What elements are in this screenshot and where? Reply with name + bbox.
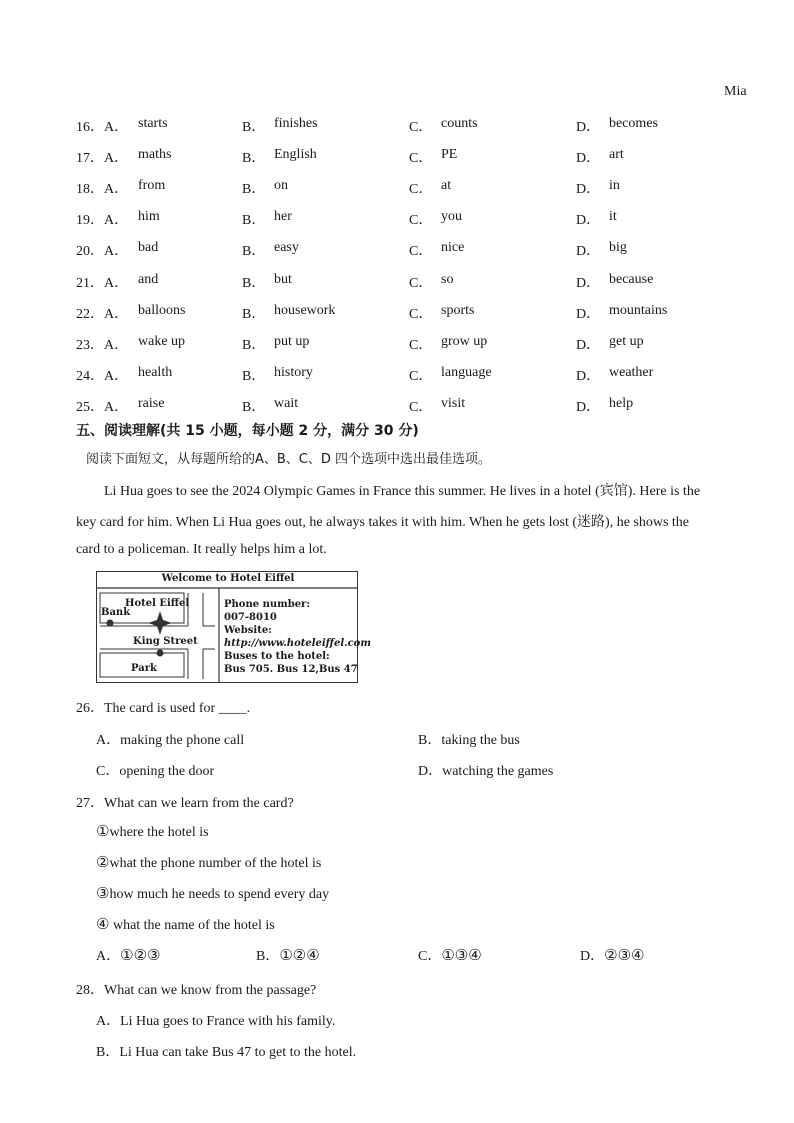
q27-option-b	[256, 945, 320, 965]
question-number: 20．A．	[76, 244, 129, 259]
option-d: big	[609, 240, 627, 255]
option-a: health	[138, 365, 173, 380]
option-b-label: B．	[242, 151, 266, 166]
card-website-label: Website:	[224, 625, 272, 636]
option-b-label: B．	[242, 338, 266, 353]
question-row-16	[76, 116, 756, 138]
option-a: bad	[138, 240, 159, 255]
option-b: housework	[274, 303, 336, 318]
hotel-key-card	[96, 571, 371, 683]
option-c: counts	[441, 116, 478, 131]
option-c-label: C．	[409, 276, 433, 291]
card-phone-label: Phone number:	[224, 599, 311, 610]
option-a: balloons	[138, 303, 186, 318]
question-row-21	[76, 272, 756, 294]
option-d-label: D．	[576, 276, 601, 291]
question-row-18	[76, 178, 756, 200]
option-d-label: D．	[576, 307, 601, 322]
option-d: get up	[609, 334, 644, 349]
option-b: easy	[274, 240, 299, 255]
header-name: Mia	[724, 84, 747, 99]
q28-option-a: A．Li Hua goes to France with his family.	[96, 1014, 336, 1029]
option-d: it	[609, 209, 617, 224]
q26-option-c: C．opening the door	[96, 764, 215, 779]
option-d-label: D．	[576, 213, 601, 228]
option-d-label: D．	[576, 338, 601, 353]
option-d: art	[609, 147, 624, 162]
q27-item-text: how much he needs to spend every day	[109, 887, 330, 902]
option-d-label: D．	[576, 244, 601, 259]
option-d: becomes	[609, 116, 658, 131]
card-street-label: King Street	[133, 636, 198, 647]
option-c: visit	[441, 396, 466, 411]
passage-line-2: key card for him. When Li Hua goes out, he always takes it with him. When he gets lost (迷路), he shows the	[76, 515, 690, 530]
option-c-label: C．	[409, 213, 433, 228]
q27-item-2	[96, 853, 321, 872]
option-c: language	[441, 365, 492, 380]
question-row-23	[76, 334, 756, 356]
option-a: from	[138, 178, 166, 193]
question-number: 25．A．	[76, 400, 129, 415]
option-b: history	[274, 365, 313, 380]
option-d: because	[609, 272, 654, 287]
option-b-label: B．	[242, 400, 266, 415]
option-d-label: D．	[576, 400, 601, 415]
option-b-label: B．	[242, 307, 266, 322]
option-value: ①②③	[120, 946, 161, 964]
option-c-label: C．	[409, 120, 433, 135]
card-bank-label: Bank	[101, 607, 131, 618]
option-b: but	[274, 272, 292, 287]
option-d-label: D．	[576, 369, 601, 384]
option-c-label: C．	[409, 338, 433, 353]
option-d-label: D．	[576, 182, 601, 197]
question-number: 23．A．	[76, 338, 129, 353]
option-c-label: C．	[409, 244, 433, 259]
question-row-19	[76, 209, 756, 231]
card-buses: Bus 705. Bus 12,Bus 47	[224, 664, 358, 675]
option-b-label: B．	[242, 120, 266, 135]
circled-mark: ②	[96, 853, 110, 871]
q27-option-d	[580, 945, 644, 965]
passage-line-3: card to a policeman. It really helps him a lot.	[76, 542, 327, 557]
option-b-label: B．	[242, 244, 266, 259]
section-instruction: 阅读下面短文，从每题所给的A、B、C、D 四个选项中选出最佳选项。	[86, 452, 492, 467]
option-b-label: B．	[242, 182, 266, 197]
question-row-17	[76, 147, 756, 169]
option-label: C．	[418, 949, 442, 964]
q26-stem: 26．The card is used for ____.	[76, 701, 251, 716]
option-d-label: D．	[576, 120, 601, 135]
option-d: in	[609, 178, 620, 193]
circled-mark: ①	[96, 822, 110, 840]
card-title: Welcome to Hotel Eiffel	[161, 573, 295, 584]
option-b: wait	[274, 396, 299, 411]
circled-mark: ④	[96, 915, 110, 933]
option-a: maths	[138, 147, 172, 162]
passage-line-1: Li Hua goes to see the 2024 Olympic Games in France this summer. He lives in a hotel (宾馆). Here is the	[104, 484, 701, 499]
q27-stem: 27．What can we learn from the card?	[76, 796, 294, 811]
question-row-20	[76, 240, 756, 262]
card-park-label: Park	[131, 663, 157, 674]
option-b: put up	[274, 334, 310, 349]
question-number: 21．A．	[76, 276, 129, 291]
question-number: 17．A．	[76, 151, 129, 166]
option-d-label: D．	[576, 151, 601, 166]
option-b-label: B．	[242, 369, 266, 384]
option-b: finishes	[274, 116, 318, 131]
option-value: ①③④	[441, 946, 482, 964]
q27-option-c	[418, 945, 482, 965]
q28-option-b: B．Li Hua can take Bus 47 to get to the hotel.	[96, 1045, 357, 1060]
q27-item-4	[96, 915, 275, 934]
card-website: http://www.hoteleiffel.com	[224, 638, 371, 649]
q26-option-b: B．taking the bus	[418, 733, 520, 748]
option-c: grow up	[441, 334, 488, 349]
circled-mark: ③	[96, 884, 110, 902]
option-value: ①②④	[279, 946, 320, 964]
section-title: 五、阅读理解(共 15 小题，每小题 2 分，满分 30 分)	[76, 423, 419, 439]
option-c: nice	[441, 240, 465, 255]
option-c: at	[441, 178, 452, 193]
option-d: help	[609, 396, 634, 411]
option-c: so	[441, 272, 454, 287]
option-c: you	[441, 209, 462, 224]
option-d: weather	[609, 365, 654, 380]
option-value: ②③④	[604, 946, 645, 964]
q27-item-text: what the name of the hotel is	[109, 918, 275, 933]
card-hotel-label: Hotel Eiffel	[125, 598, 190, 609]
option-label: D．	[580, 949, 605, 964]
option-b: English	[274, 147, 317, 162]
option-c-label: C．	[409, 151, 433, 166]
option-label: A．	[96, 949, 121, 964]
option-a: starts	[138, 116, 168, 131]
q27-item-1	[96, 822, 209, 841]
question-row-24	[76, 365, 756, 387]
compass-star-icon	[148, 611, 172, 635]
question-number: 18．A．	[76, 182, 129, 197]
q28-stem: 28．What can we know from the passage?	[76, 983, 317, 998]
question-number: 24．A．	[76, 369, 129, 384]
option-a: raise	[138, 396, 165, 411]
option-c-label: C．	[409, 182, 433, 197]
q26-option-d: D．watching the games	[418, 764, 554, 779]
q27-item-text: what the phone number of the hotel is	[109, 856, 322, 871]
option-a: wake up	[138, 334, 186, 349]
option-b-label: B．	[242, 213, 266, 228]
bank-marker-icon	[106, 619, 113, 626]
option-b: her	[274, 209, 292, 224]
option-c: PE	[441, 147, 458, 162]
option-c-label: C．	[409, 307, 433, 322]
option-a: him	[138, 209, 160, 224]
park-marker-icon	[156, 649, 163, 656]
q26-option-a: A．making the phone call	[96, 733, 245, 748]
question-row-25	[76, 396, 756, 418]
question-number: 22．A．	[76, 307, 129, 322]
option-label: B．	[256, 949, 280, 964]
card-phone: 007-8010	[224, 612, 277, 623]
question-number: 19．A．	[76, 213, 129, 228]
q27-option-a	[96, 945, 160, 965]
option-b-label: B．	[242, 276, 266, 291]
option-c: sports	[441, 303, 475, 318]
card-info	[224, 598, 371, 676]
option-c-label: C．	[409, 400, 433, 415]
option-d: mountains	[609, 303, 668, 318]
card-buses-label: Buses to the hotel:	[224, 651, 330, 662]
question-number: 16．A．	[76, 120, 129, 135]
option-c-label: C．	[409, 369, 433, 384]
question-row-22	[76, 303, 756, 325]
option-b: on	[274, 178, 288, 193]
q27-item-text: where the hotel is	[109, 825, 209, 840]
q27-item-3	[96, 884, 329, 903]
option-a: and	[138, 272, 159, 287]
